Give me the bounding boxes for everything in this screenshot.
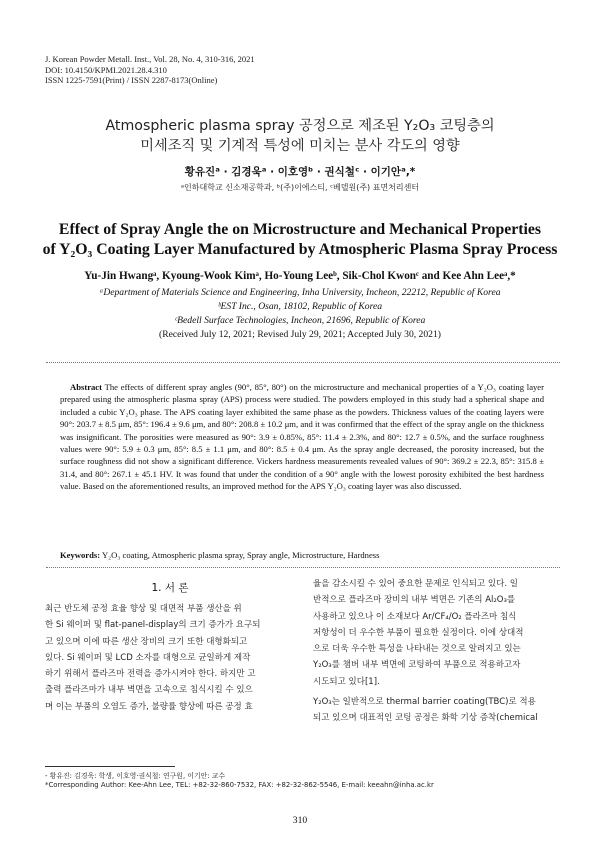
text-line: 한 Si 웨이퍼 및 flat-panel-display의 크기 증가가 요구되 xyxy=(45,620,261,631)
text-line: 최근 반도체 공정 효율 향상 및 대면적 부품 생산을 위 xyxy=(45,604,242,614)
journal-doi: DOI: 10.4150/KPMI.2021.28.4.310 xyxy=(45,64,167,75)
section-title-introduction: 1. 서 론 xyxy=(151,582,189,594)
text-line: Y₂O₃는 일반적으로 thermal barrier coating(TBC)로 적용 xyxy=(313,697,536,708)
left-column xyxy=(45,580,295,715)
page-number: 310 xyxy=(292,815,308,826)
text-line: 저항성이 더 우수한 부품이 필요한 실정이다. 이에 상대적 xyxy=(313,627,524,638)
journal-issn: ISSN 1225-7591(Print) / ISSN 2287-8173(Online) xyxy=(45,75,218,85)
text-line: 고 있으며 이에 따른 생산 장비의 크기 또한 대형화되고 xyxy=(45,636,248,647)
abstract xyxy=(60,381,544,493)
abstract-label: Abstract xyxy=(70,382,102,392)
journal-citation: J. Korean Powder Metall. Inst., Vol. 28, No. 4, 310-316, 2021 xyxy=(45,54,255,64)
affiliation-a: ᵃDepartment of Materials Science and Engineering, Inha University, Incheon, 22212, Republic of Korea xyxy=(99,287,501,298)
korean-title-line2: 미세조직 및 기계적 특성에 미치는 분사 각도의 영향 xyxy=(140,138,460,154)
english-authors: Yu-Jin Hwangᵃ, Kyoung-Wook Kimᵃ, Ho-Young Leeᵇ, Sik-Chol Kwonᶜ and Kee Ahn Leeᵃ,* xyxy=(84,270,516,282)
english-title-line2: of Y₂O₃ Coating Layer Manufactured by Atmospheric Plasma Spray Process xyxy=(42,241,558,258)
text-line: 있다. Si 웨이퍼 및 LCD 소자를 대형으로 균일하게 제작 xyxy=(45,652,251,663)
text-line: 으로 더욱 우수한 특성을 나타내는 것으로 알려지고 있는 xyxy=(313,644,521,655)
corresponding-author: *Corresponding Author: Kee-Ahn Lee, TEL: +82-32-860-7532, FAX: +82-32-862-5546, E-mail: keeahn@inha.ac.kr xyxy=(45,781,434,789)
korean-title-line1: Atmospheric plasma spray 공정으로 제조된 Y₂O₃ 코팅층의 xyxy=(105,118,495,134)
abstract-bottom-divider xyxy=(46,567,560,568)
abstract-top-divider xyxy=(46,362,560,363)
english-title-line1: Effect of Spray Angle the on Microstructure and Mechanical Properties xyxy=(58,221,542,238)
text-line: 율을 감소시킬 수 있어 중요한 문제로 인식되고 있다. 일 xyxy=(313,579,518,589)
text-line: Y₂O₃를 챔버 내부 벽면에 코팅하여 부품으로 적용하고자 xyxy=(313,660,521,671)
keywords-text: Y₂O₃ coating, Atmospheric plasma spray, Spray angle, Microstructure, Hardness xyxy=(101,550,380,560)
introduction-right-text xyxy=(313,576,563,727)
right-column xyxy=(313,576,563,727)
received-dates: (Received July 12, 2021; Revised July 29, 2021; Accepted July 30, 2021) xyxy=(159,329,441,340)
text-line: 시도되고 있다[1]. xyxy=(313,676,380,687)
korean-affiliation: ᵃ인하대학교 신소재공학과, ᵇ(주)이에스티, ᶜ베델원(주) 표면처리센터 xyxy=(180,183,420,192)
text-line: 하기 위해서 플라즈마 전력을 증가시켜야 한다. 하지만 고 xyxy=(45,669,256,680)
text-line: 반적으로 플라즈마 장비의 내부 벽면은 기존의 Al₂O₃를 xyxy=(313,595,516,606)
affiliation-b: ᵇEST Inc., Osan, 18102, Republic of Korea xyxy=(217,301,383,312)
footnote-rule xyxy=(45,766,175,767)
text-line: 출력 플라즈마가 내부 벽면을 고속으로 침식시킬 수 있으 xyxy=(45,685,253,696)
keywords xyxy=(60,550,544,560)
abstract-text: The effects of different spray angles (90°, 85°, 80°) on the microstructure and mechanical properties of a Y₂O₃ coating layer prepared using the atmospheric plasma spray (APS) process were studied. The powders employed in this study had a spherical shape and included a cubic Y₂O₃ phase. The APS coating layer exhibited the same phase as the powders. Thickness values of the coating layers were 90°: 203.7 ± 8.5 μm, 85°: 196.4 ± 9.6 μm, and 80°: 208.8 ± 10.2 μm, and it was confirmed that the effect of the spray angle on the thickness was insignificant. The porosities were measured as 90°: 3.9 ± 0.85%, 85°: 11.4 ± 2.3%, and 80°: 12.7 ± 0.5%, and the surface roughness values were 90°: 5.9 ± 0.3 μm, 85°: 8.5 ± 1.1 μm, and 80°: 8.5 ± 0.4 μm. As the spray angle decreased, the porosity increased, but the surface roughness did not show a significant difference. Vickers hardness measurements revealed values of 90°: 369.2 ± 22.3, 85°: 315.8 ± 31.4, and 80°: 267.1 ± 45.1 HV. It was found that under the condition of a 90° angle with the lowest porosity exhibited the best hardness value. Based on the aforementioned results, an improved method for the APS Y₂O₃ coating layer was also discussed. xyxy=(60,382,544,492)
introduction-left-text xyxy=(45,601,295,715)
journal-header xyxy=(45,54,255,86)
text-line: 되고 있으며 대표적인 코팅 공정은 화학 기상 증착(chemical xyxy=(313,713,538,724)
text-line: 사용하고 있으나 이 소재보다 Ar/CF₄/O₂ 플라즈마 침식 xyxy=(313,611,517,622)
affiliation-c: ᶜBedell Surface Technologies, Incheon, 21696, Republic of Korea xyxy=(174,315,426,326)
keywords-label: Keywords: xyxy=(60,550,101,560)
footnote-roles: - 황유진: 김경욱: 학생, 이호영·권식철: 연구원, 이기안: 교수 xyxy=(45,772,226,780)
text-line: 며 이는 부품의 오염도 증가, 불량률 향상에 따른 공정 효 xyxy=(45,701,253,712)
korean-authors: 황유진ᵃ · 김경욱ᵃ · 이호영ᵇ · 권식철ᶜ · 이기안ᵃ,* xyxy=(184,166,416,178)
